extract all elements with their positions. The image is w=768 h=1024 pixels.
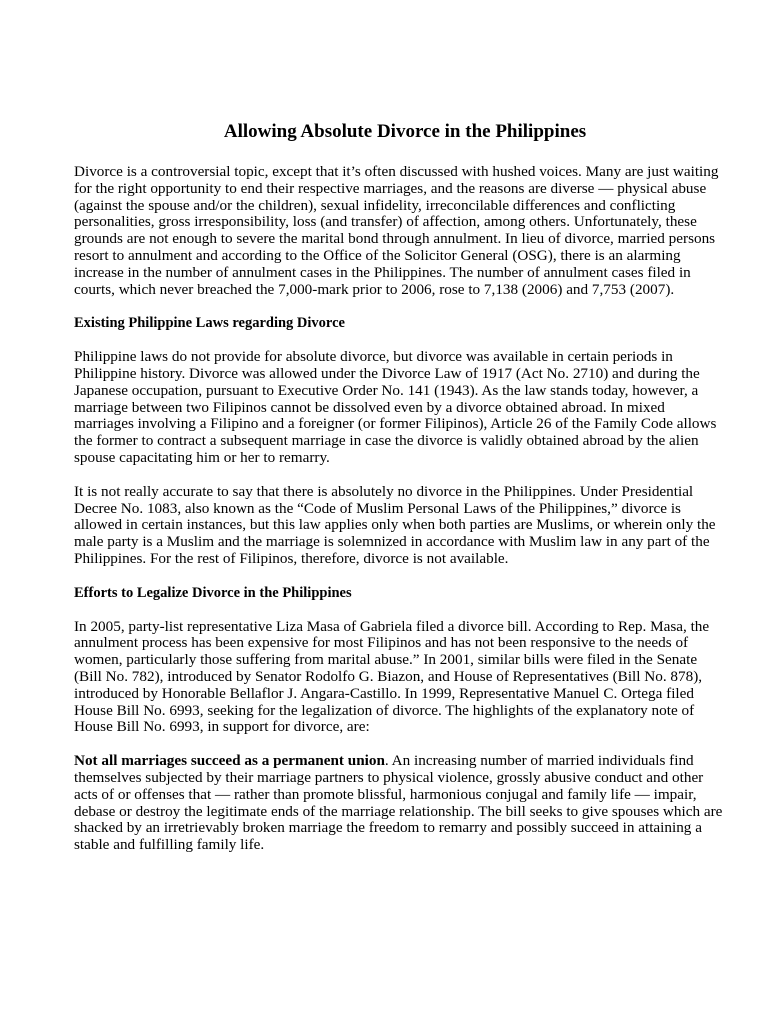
spacer [74,332,726,349]
document-page [74,118,726,854]
intro-paragraph: Divorce is a controversial topic, except that it’s often discussed with hushed voices. Many are just waiting for the right opportunity to end their respective marriages, and the reasons are diverse — physical abuse (against the spouse and/or the children), sexual infidelity, irreconcilable differences and conflicting personalities, gross irresponsibility, loss (and transfer) of affection, among others. Unfortunately, these grounds are not enough to severe the marital bond through annulment. In lieu of divorce, married persons resort to annulment and according to the Office of the Solicitor General (OSG), there is an alarming increase in the number of annulment cases in the Philippines. The number of annulment cases filed in courts, which never breached the 7,000-mark prior to 2006, rose to 7,138 (2006) and 7,753 (2007). [74,163,719,298]
section-heading-existing-laws: Existing Philippine Laws regarding Divorce [74,315,345,332]
section-heading-efforts: Efforts to Legalize Divorce in the Philippines [74,584,352,601]
existing-laws-paragraph-2: It is not really accurate to say that there is absolutely no divorce in the Philippines. Under Presidential Decree No. 1083, also known as the “Code of Muslim Personal Laws of the Philippines,” divorce is allowed in certain instances, but this law applies only when both parties are Muslims, or wherein only the male party is a Muslim and the marriage is solemnized in accordance with Muslim law in any part of the Philippines. For the rest of Filipinos, therefore, divorce is not available. [74,482,716,567]
spacer [74,467,726,484]
spacer [74,602,726,619]
spacer [74,298,726,315]
spacer [74,568,726,585]
document-title: Allowing Absolute Divorce in the Philippines [223,121,587,142]
spacer [74,736,726,753]
bold-lead-phrase: Not all marriages succeed as a permanent union [74,752,385,770]
efforts-paragraph-1: In 2005, party-list representative Liza Masa of Gabriela filed a divorce bill. According to Rep. Masa, the annulment process has been expensive for most Filipinos and has not been responsive to the needs of women, particularly those suffering from marital abuse.” In 2001, similar bills were filed in the Senate (Bill No. 782), introduced by Senator Rodolfo G. Biazon, and House of Representatives (Bill No. 878), introduced by Honorable Bellaflor J. Angara-Castillo. In 1999, Representative Manuel C. Ortega filed House Bill No. 6993, seeking for the legalization of divorce. The highlights of the explanatory note of House Bill No. 6993, in support for divorce, are: [74,617,710,736]
existing-laws-paragraph-1: Philippine laws do not provide for absolute divorce, but divorce was available in certain periods in Philippine history. Divorce was allowed under the Divorce Law of 1917 (Act No. 2710) and during the Japanese occupation, pursuant to Executive Order No. 141 (1943). As the law stands today, however, a marriage between two Filipinos cannot be dissolved even by a divorce obtained abroad. In mixed marriages involving a Filipino and a foreigner (or former Filipinos), Article 26 of the Family Code allows the former to contract a subsequent marriage in case the divorce is validly obtained abroad by the alien spouse capacitating him or her to remarry. [74,348,717,466]
efforts-paragraph-2-body: . An increasing number of married individuals find themselves subjected by their marriage partners to physical violence, grossly abusive conduct and other acts of or offenses that — rather than promote blissful, harmonious conjugal and family life — impair, debase or destroy the legitimate ends of the marriage relationship. The bill seeks to give spouses which are shacked by an irretrievably broken marriage the freedom to remarry and possibly succeed in attaining a stable and fulfilling family life. [74,752,723,854]
efforts-paragraph-2 [74,753,726,854]
